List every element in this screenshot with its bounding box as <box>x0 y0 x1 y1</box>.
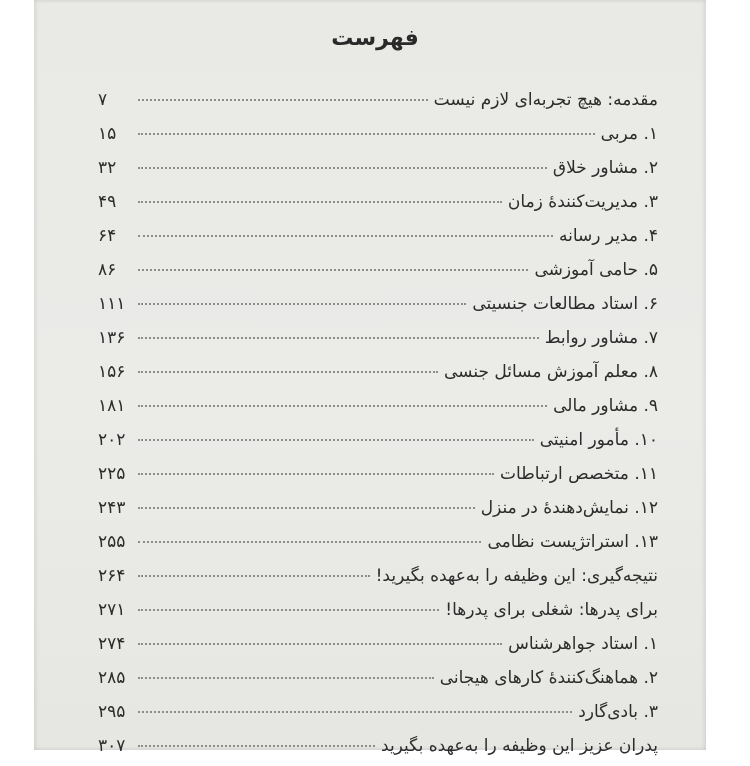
toc-page-number: ۱۳۶ <box>98 328 126 348</box>
toc-entry <box>98 596 658 630</box>
table-of-contents <box>98 86 658 766</box>
toc-entry <box>98 664 658 698</box>
toc-entry-title: ۱. مربی <box>600 124 658 144</box>
toc-entry-title: ۳. مدیریت‌کنندهٔ زمان <box>507 192 658 212</box>
toc-entry <box>98 630 658 664</box>
dot-leader <box>138 200 502 203</box>
toc-page-number: ۱۵۶ <box>98 362 126 382</box>
toc-entry <box>98 426 658 460</box>
dot-leader <box>138 336 539 339</box>
dot-leader <box>138 472 494 475</box>
toc-entry <box>98 494 658 528</box>
toc-entry-title: ۶. استاد مطالعات جنسیتی <box>472 294 658 314</box>
dot-leader <box>138 710 572 713</box>
toc-entry-title: ۱۱. متخصص ارتباطات <box>500 464 658 484</box>
dot-leader <box>138 166 547 169</box>
toc-entry-title: ۱۲. نمایش‌دهندهٔ در منزل <box>480 498 658 518</box>
toc-entry <box>98 256 658 290</box>
toc-entry-title: ۱۰. مأمور امنیتی <box>539 430 658 450</box>
toc-page-number: ۴۹ <box>98 192 117 212</box>
toc-page-number: ۳۲ <box>98 158 117 178</box>
dot-leader <box>138 642 502 645</box>
dot-leader <box>138 676 434 679</box>
dot-leader <box>138 506 475 509</box>
toc-page-number: ۶۴ <box>98 226 117 246</box>
dot-leader <box>138 438 534 441</box>
dot-leader <box>138 370 438 373</box>
toc-page-number: ۲۹۵ <box>98 702 126 722</box>
toc-entry <box>98 528 658 562</box>
toc-page-number: ۲۷۴ <box>98 634 126 654</box>
toc-entry-title: مقدمه: هیچ تجربه‌ای لازم نیست <box>433 90 658 110</box>
toc-entry-title: ۵. حامی آموزشی <box>534 260 658 280</box>
toc-page-number: ۲۲۵ <box>98 464 126 484</box>
toc-entry <box>98 290 658 324</box>
toc-page-number: ۱۱۱ <box>98 294 126 314</box>
toc-page-number: ۲۰۲ <box>98 430 126 450</box>
toc-entry-title: ۲. هماهنگ‌کنندهٔ کارهای هیجانی <box>439 668 658 688</box>
toc-entry <box>98 120 658 154</box>
toc-entry-title: پدران عزیز این وظیفه را به‌عهده بگیرید <box>381 736 658 756</box>
toc-entry <box>98 698 658 732</box>
toc-entry-title: ۳. بادی‌گارد <box>578 702 658 722</box>
dot-leader <box>138 132 595 135</box>
dot-leader <box>138 574 370 577</box>
toc-entry <box>98 358 658 392</box>
toc-entry <box>98 188 658 222</box>
toc-page-number: ۲۵۵ <box>98 532 126 552</box>
toc-entry-title: ۷. مشاور روابط <box>544 328 658 348</box>
toc-page-number: ۱۸۱ <box>98 396 126 416</box>
toc-entry-title: ۹. مشاور مالی <box>553 396 658 416</box>
toc-page-number: ۷ <box>98 90 108 110</box>
toc-entry-title: ۱۳. استراتژیست نظامی <box>487 532 658 552</box>
page-title: فهرست <box>331 26 419 51</box>
dot-leader <box>138 302 466 305</box>
toc-entry-title: ۲. مشاور خلاق <box>552 158 658 178</box>
toc-entry <box>98 732 658 766</box>
toc-entry-title: ۸. معلم آموزش مسائل جنسی <box>443 362 658 382</box>
toc-page-number: ۸۶ <box>98 260 117 280</box>
toc-entry-title: نتیجه‌گیری: این وظیفه را به‌عهده بگیرید! <box>375 566 658 586</box>
toc-entry <box>98 154 658 188</box>
toc-entry-title: ۱. استاد جواهرشناس <box>508 634 658 654</box>
toc-entry <box>98 86 658 120</box>
dot-leader <box>138 540 481 543</box>
toc-entry-title: برای پدرها: شغلی برای پدرها! <box>445 600 658 620</box>
dot-leader <box>138 608 439 611</box>
toc-page-number: ۲۷۱ <box>98 600 126 620</box>
dot-leader <box>138 98 428 101</box>
toc-entry-title: ۴. مدیر رسانه <box>559 226 658 246</box>
dot-leader <box>138 234 553 237</box>
dot-leader <box>138 268 528 271</box>
toc-entry <box>98 460 658 494</box>
toc-page-number: ۲۶۴ <box>98 566 126 586</box>
toc-page-number: ۲۴۳ <box>98 498 126 518</box>
toc-page-number: ۳۰۷ <box>98 736 126 756</box>
toc-page-number: ۱۵ <box>98 124 117 144</box>
dot-leader <box>138 744 375 747</box>
toc-entry <box>98 222 658 256</box>
dot-leader <box>138 404 547 407</box>
toc-page-number: ۲۸۵ <box>98 668 126 688</box>
toc-entry <box>98 392 658 426</box>
toc-entry <box>98 562 658 596</box>
toc-entry <box>98 324 658 358</box>
